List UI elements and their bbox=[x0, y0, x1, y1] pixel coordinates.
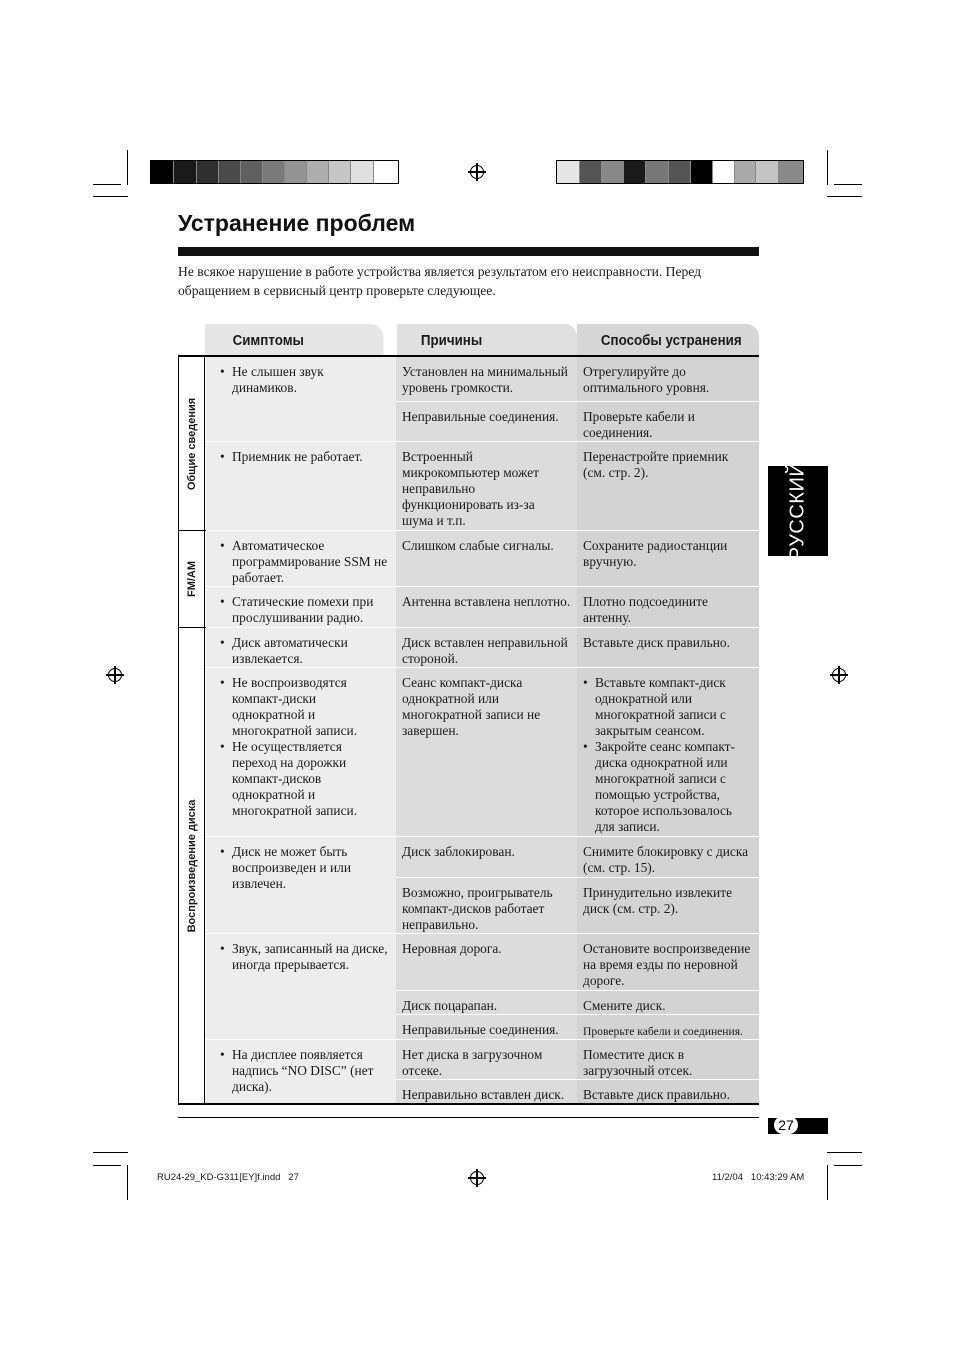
page-bottom-rule bbox=[178, 1117, 759, 1118]
cause-cell bbox=[396, 934, 577, 990]
header-symptoms: Симптомы bbox=[205, 324, 383, 356]
crop-mark bbox=[827, 196, 862, 197]
crop-mark bbox=[827, 150, 828, 185]
crop-mark bbox=[93, 1165, 121, 1166]
crop-mark bbox=[834, 184, 862, 185]
cause-text: Встроенный микрокомпьютер может неправильно функционировать из-за шума и т.п. bbox=[402, 449, 539, 528]
remedy-text: Проверьте кабели и соединения. bbox=[583, 409, 695, 440]
table-row bbox=[206, 357, 396, 441]
header-causes: Причины bbox=[397, 324, 577, 356]
registration-mark-icon bbox=[108, 668, 122, 682]
remedy-text: • Закройте сеанс компакт-диска однократной или многократной записи с помощью устройства, которое использовалось для записи. bbox=[595, 739, 753, 835]
cause-cell bbox=[396, 587, 577, 627]
symptom-text: • Звук, записанный на диске, иногда прерывается. bbox=[232, 941, 390, 973]
color-calibration-bar bbox=[556, 160, 804, 184]
table-bottom-rule bbox=[178, 1103, 759, 1105]
color-calibration-bar bbox=[150, 160, 399, 184]
remedy-text: Снимите блокировку с диска (см. стр. 15). bbox=[583, 844, 749, 875]
remedy-cell bbox=[577, 1040, 759, 1079]
category-fmam bbox=[178, 531, 205, 627]
title-rule bbox=[178, 247, 759, 256]
category-label: Воспроизведение диска bbox=[185, 799, 198, 932]
remedy-cell bbox=[577, 837, 759, 877]
crop-mark bbox=[834, 1165, 862, 1166]
cause-text: Антенна вставлена неплотно. bbox=[402, 594, 571, 609]
remedy-text: Перенастройте приемник (см. стр. 2). bbox=[583, 449, 729, 480]
cause-cell bbox=[396, 991, 577, 1014]
cause-text: Диск поцарапан. bbox=[402, 998, 498, 1013]
cause-text: Сеанс компакт-диска однократной или многократной записи не завершен. bbox=[402, 675, 541, 738]
cause-text: Возможно, проигрыватель компакт-дисков работает неправильно. bbox=[402, 885, 553, 932]
intro-text: Не всякое нарушение в работе устройства является результатом его неисправности. Перед обращением в сервисный центр проверьте следующее. bbox=[178, 264, 702, 298]
symptom-text: • Автоматическое программирование SSM не работает. bbox=[232, 538, 390, 586]
registration-mark-icon bbox=[832, 668, 846, 682]
cause-cell bbox=[396, 442, 577, 530]
table-row bbox=[206, 531, 396, 586]
table-row bbox=[206, 1040, 396, 1103]
symptom-text: • На дисплее появляется надпись “NO DISC” (нет диска). bbox=[232, 1047, 390, 1095]
cause-cell bbox=[396, 668, 577, 836]
remedy-text: Принудительно извлеките диск (см. стр. 2). bbox=[583, 885, 733, 916]
category-disc bbox=[178, 628, 205, 1103]
remedy-cell bbox=[577, 934, 759, 990]
crop-mark bbox=[93, 196, 128, 197]
footer-file: RU24-29_KD-G311[EY]f.indd 27 bbox=[157, 1172, 299, 1183]
table-row bbox=[206, 934, 396, 1039]
cause-text: Слишком слабые сигналы. bbox=[402, 538, 554, 553]
remedy-text: Плотно подсоедините антенну. bbox=[583, 594, 708, 625]
language-tab-label: РУССКИЙ bbox=[786, 461, 809, 561]
remedy-text: Сохраните радиостанции вручную. bbox=[583, 538, 728, 569]
cause-cell bbox=[396, 402, 577, 441]
cause-text: Неровная дорога. bbox=[402, 941, 502, 956]
category-general bbox=[178, 357, 205, 530]
table-row bbox=[206, 628, 396, 667]
crop-mark bbox=[827, 1165, 828, 1200]
page-number: 27 bbox=[774, 1116, 798, 1134]
remedy-cell bbox=[577, 587, 759, 627]
remedy-cell bbox=[577, 878, 759, 933]
crop-mark bbox=[93, 184, 121, 185]
symptom-text: • Статические помехи при прослушивании радио. bbox=[232, 594, 390, 626]
cause-cell bbox=[396, 357, 577, 401]
cause-text: Неправильные соединения. bbox=[402, 1022, 559, 1037]
cause-text: Установлен на минимальный уровень громкости. bbox=[402, 364, 568, 395]
remedy-text: • Вставьте компакт-диск однократной или многократной записи с закрытым сеансом. bbox=[595, 675, 753, 739]
registration-mark-icon bbox=[470, 165, 484, 179]
table-row bbox=[206, 442, 396, 530]
footer-datetime: 11/2/04 10:43:29 AM bbox=[712, 1172, 805, 1183]
cause-cell bbox=[396, 628, 577, 667]
cause-text: Диск заблокирован. bbox=[402, 844, 515, 859]
category-label: FM/AM bbox=[185, 560, 198, 598]
remedy-cell bbox=[577, 991, 759, 1014]
cause-cell bbox=[396, 1015, 577, 1039]
table-row bbox=[206, 668, 396, 836]
symptom-text: • Не осуществляется переход на дорожки компакт-дисков однократной и многократной записи. bbox=[232, 739, 390, 819]
remedy-text: Проверьте кабели и соединения. bbox=[583, 1025, 743, 1038]
cause-text: Неправильные соединения. bbox=[402, 409, 559, 424]
cause-text: Диск вставлен неправильной стороной. bbox=[402, 635, 568, 666]
symptom-text: • Диск автоматически извлекается. bbox=[232, 635, 390, 667]
crop-mark bbox=[127, 150, 128, 185]
page-title: Устранение проблем bbox=[178, 210, 416, 236]
symptom-text: • Не слышен звук динамиков. bbox=[232, 364, 390, 396]
crop-mark bbox=[93, 1152, 128, 1153]
crop-mark bbox=[127, 1165, 128, 1200]
cause-cell bbox=[396, 878, 577, 933]
registration-mark-icon bbox=[470, 1171, 484, 1185]
remedy-text: Поместите диск в загрузочный отсек. bbox=[583, 1047, 693, 1078]
cause-cell bbox=[396, 1080, 577, 1103]
remedy-cell bbox=[577, 442, 759, 530]
remedy-cell bbox=[577, 668, 759, 836]
cause-cell bbox=[396, 837, 577, 877]
remedy-cell bbox=[577, 357, 759, 401]
table-row bbox=[206, 587, 396, 627]
language-tab bbox=[768, 461, 828, 561]
remedy-text: Отрегулируйте до оптимального уровня. bbox=[583, 364, 710, 395]
cause-text: Неправильно вставлен диск. bbox=[402, 1087, 565, 1102]
category-label: Общие сведения bbox=[185, 397, 198, 490]
remedy-cell bbox=[577, 1080, 759, 1103]
table-row bbox=[206, 837, 396, 933]
remedy-cell bbox=[577, 402, 759, 441]
remedy-cell bbox=[577, 1015, 759, 1039]
remedy-text: Смените диск. bbox=[583, 998, 666, 1013]
remedy-text: Вставьте диск правильно. bbox=[583, 1087, 730, 1102]
cause-cell bbox=[396, 1040, 577, 1079]
cause-text: Нет диска в загрузочном отсеке. bbox=[402, 1047, 543, 1078]
symptom-text: • Не воспроизводятся компакт-диски однократной и многократной записи. bbox=[232, 675, 390, 739]
remedy-text: Остановите воспроизведение на время езды по неровной дороге. bbox=[583, 941, 751, 988]
cause-cell bbox=[396, 531, 577, 586]
symptom-text: • Приемник не работает. bbox=[232, 449, 390, 465]
header-remedies: Способы устранения bbox=[577, 324, 759, 356]
remedy-cell bbox=[577, 531, 759, 586]
remedy-text: Вставьте диск правильно. bbox=[583, 635, 730, 650]
remedy-cell bbox=[577, 628, 759, 667]
crop-mark bbox=[827, 1152, 862, 1153]
symptom-text: • Диск не может быть воспроизведен и или извлечен. bbox=[232, 844, 390, 892]
